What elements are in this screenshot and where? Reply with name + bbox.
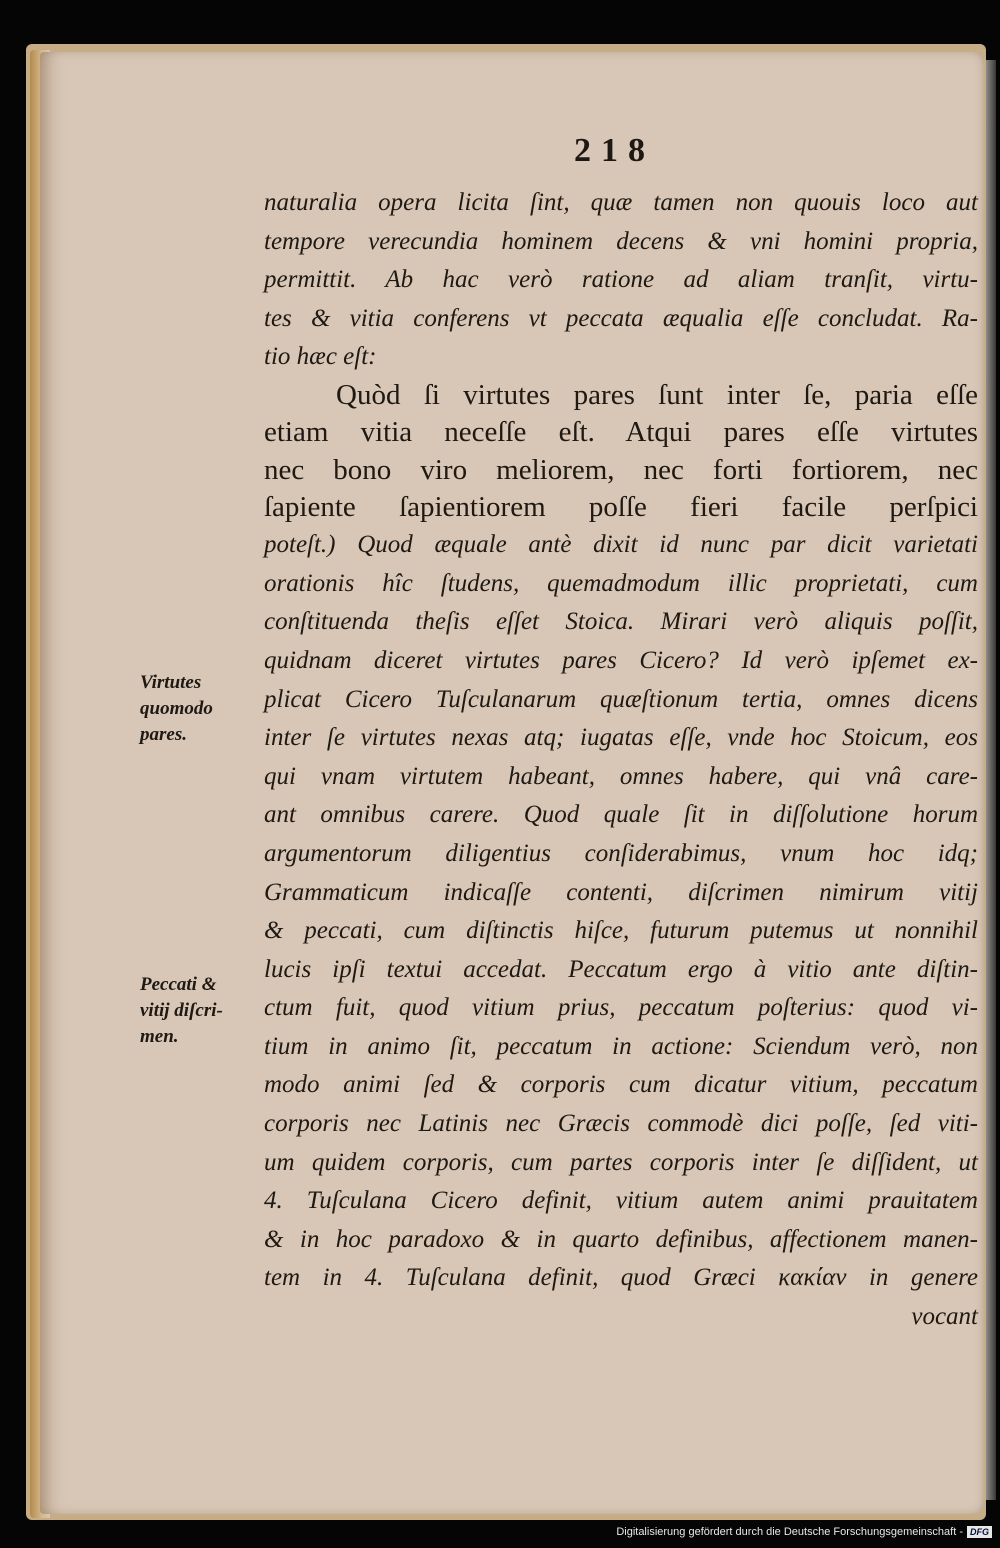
text-line: permittit. Ab hac verò ratione ad aliam tranſit, virtu- bbox=[264, 266, 978, 294]
body-text bbox=[264, 184, 978, 1337]
text-line: naturalia opera licita ſint, quæ tamen non quouis loco aut bbox=[264, 189, 978, 216]
text-line: tem in 4. Tuſculana definit, quod Græci κακίαν in genere bbox=[264, 1264, 978, 1292]
text-line: inter ſe virtutes nexas atq; iugatas eſſe, vnde hoc Stoicum, eos bbox=[264, 724, 978, 752]
text-line: tium in animo ſit, peccatum in actione: Sciendum verò, non bbox=[264, 1032, 978, 1060]
quotation-line: Quòd ſi virtutes pares ſunt inter ſe, paria eſſe bbox=[336, 378, 978, 411]
margin-note-virtutes bbox=[140, 670, 252, 748]
text-line: tes & vitia conferens vt peccata æqualia eſſe concludat. Ra- bbox=[264, 304, 978, 332]
credit-text: Digitalisierung gefördert durch die Deutsche Forschungsgemeinschaft - bbox=[616, 1526, 963, 1538]
margin-note-peccati bbox=[140, 972, 252, 1050]
text-line: tempore verecundia hominem decens & vni homini propria, bbox=[264, 227, 978, 255]
margin-note-line: Virtutes bbox=[140, 672, 202, 693]
quotation-line: ſapiente ſapientiorem poſſe fieri facile perſpici bbox=[264, 490, 978, 523]
text-line: argumentorum diligentius conſiderabimus, vnum hoc idq; bbox=[264, 839, 978, 867]
margin-note-line: quomodo bbox=[140, 698, 213, 719]
text-line: poteſt.) Quod æquale antè dixit id nunc par dicit varietati bbox=[264, 531, 978, 559]
text-line: conſtituenda theſis eſſet Stoica. Mirari verò aliquis poſſit, bbox=[264, 608, 978, 636]
text-line: modo animi ſed & corporis cum dicatur vitium, peccatum bbox=[264, 1071, 978, 1099]
quotation-line: etiam vitia neceſſe eſt. Atqui pares eſſe virtutes bbox=[264, 416, 978, 449]
text-line: plicat Cicero Tuſculanarum quæſtionum tertia, omnes dicens bbox=[264, 685, 978, 713]
text-line: quidnam diceret virtutes pares Cicero? Id verò ipſemet ex- bbox=[264, 646, 978, 674]
text-line: lucis ipſi textui accedat. Peccatum ergo à vitio ante diſtin- bbox=[264, 955, 978, 983]
text-line: ctum fuit, quod vitium prius, peccatum poſterius: quod vi- bbox=[264, 994, 978, 1022]
dfg-logo-icon: DFG bbox=[967, 1526, 992, 1538]
text-line: 4. Tuſculana Cicero definit, vitium autem animi prauitatem bbox=[264, 1187, 978, 1215]
page-fore-edge bbox=[986, 60, 996, 1500]
text-line: Grammaticum indicaſſe contenti, diſcrimen nimirum vitij bbox=[264, 878, 978, 906]
text-line: orationis hîc ſtudens, quemadmodum illic proprietati, cum bbox=[264, 569, 978, 597]
text-line: um quidem corporis, cum partes corporis inter ſe diſſident, ut bbox=[264, 1148, 978, 1176]
text-line: ant omnibus carere. Quod quale ſit in diſſolutione horum bbox=[264, 801, 978, 829]
text-line: & peccati, cum diſtinctis hiſce, futurum putemus ut nonnihil bbox=[264, 917, 978, 945]
margin-note-line: vitij diſcri- bbox=[140, 1000, 223, 1021]
digitization-credit bbox=[616, 1526, 992, 1538]
page-number: 218 bbox=[574, 132, 655, 169]
quotation-line: nec bono viro meliorem, nec forti fortiorem, nec bbox=[264, 453, 978, 486]
text-line: corporis nec Latinis nec Græcis commodè dici poſſe, ſed viti- bbox=[264, 1110, 978, 1138]
text-line: tio hæc eſt: bbox=[264, 343, 377, 371]
catchword: vocant bbox=[911, 1303, 978, 1331]
text-line: & in hoc paradoxo & in quarto definibus, affectionem manen- bbox=[264, 1225, 978, 1253]
text-line: qui vnam virtutem habeant, omnes habere, qui vnâ care- bbox=[264, 762, 978, 790]
margin-note-line: pares. bbox=[140, 724, 187, 745]
margin-note-line: Peccati & bbox=[140, 974, 217, 995]
margin-note-line: men. bbox=[140, 1026, 179, 1047]
